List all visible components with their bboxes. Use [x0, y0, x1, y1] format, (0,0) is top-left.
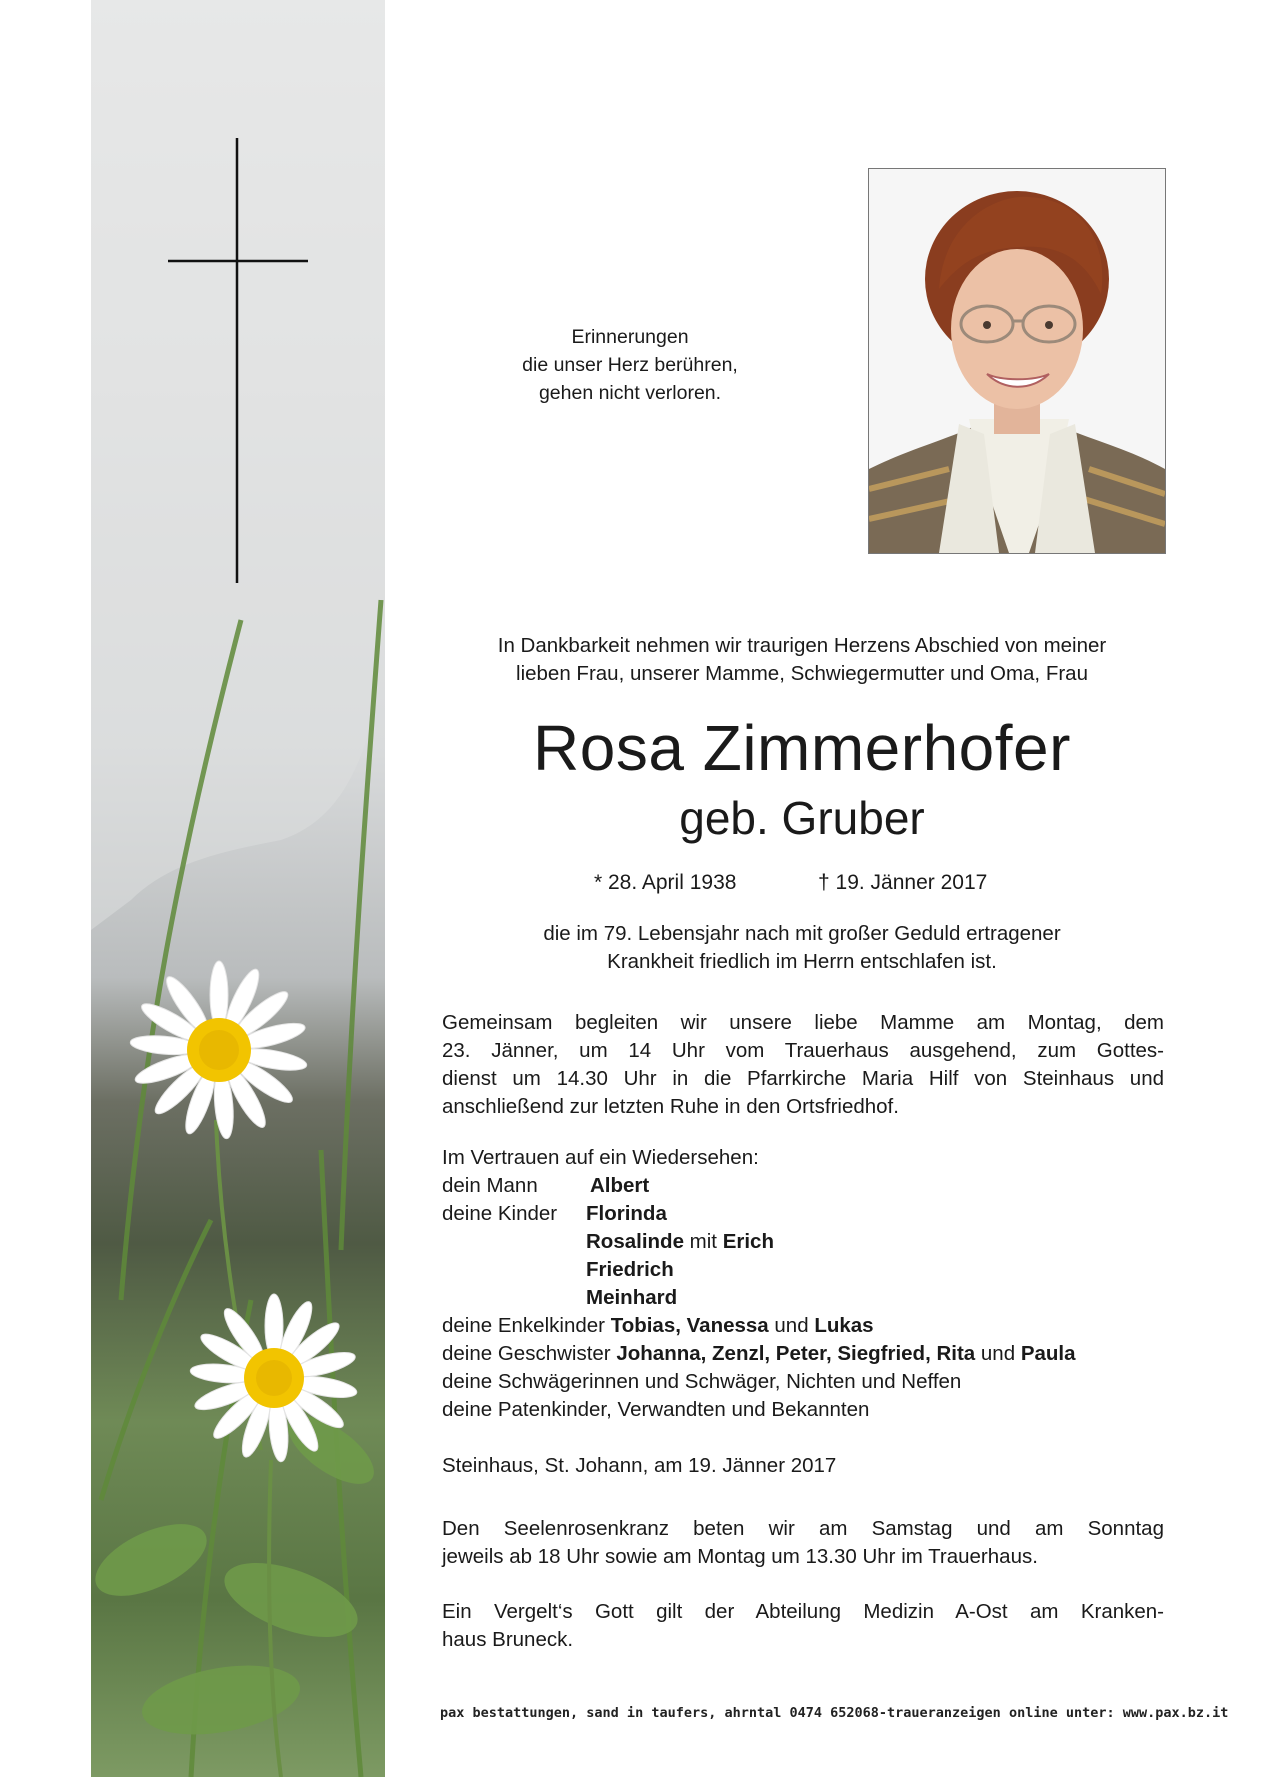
passing-line: Krankheit friedlich im Herrn entschlafen ist.	[607, 950, 997, 973]
mourner-row-siblings: deine Geschwister Johanna, Zenzl, Peter, Siegfried, Rita und Paula	[442, 1342, 1076, 1365]
passing-text	[440, 920, 1164, 976]
child-name: Meinhard	[586, 1286, 678, 1309]
cross-icon	[168, 138, 308, 583]
passing-line: die im 79. Lebensjahr nach mit großer Geduld ertragener	[543, 922, 1061, 945]
daisy-flower	[130, 961, 309, 1139]
mourner-row-grandchildren: deine Enkelkinder Tobias, Vanessa und Lukas	[442, 1314, 874, 1337]
funeral-line: Gemeinsam begleiten wir unsere liebe Mamme am Montag, dem	[442, 1011, 1164, 1034]
birth-date: * 28. April 1938	[594, 871, 737, 894]
quote-line: Erinnerungen	[571, 326, 689, 348]
rosary-line: Den Seelenrosenkranz beten wir am Samstag und am Sonntag	[442, 1517, 1164, 1540]
child-name: Rosalinde mit Erich	[586, 1230, 774, 1253]
mourner-row-inlaws: deine Schwägerinnen und Schwäger, Nichten und Neffen	[442, 1370, 962, 1393]
portrait-photo	[868, 168, 1166, 554]
child-name: Florinda	[586, 1202, 667, 1225]
funeral-line: dienst um 14.30 Uhr in die Pfarrkirche Maria Hilf von Steinhaus und	[442, 1067, 1164, 1090]
quote-line: gehen nicht verloren.	[538, 382, 722, 404]
intro-text	[440, 632, 1164, 688]
mourner-row-godchildren: deine Patenkinder, Verwandten und Bekannten	[442, 1398, 870, 1421]
footer-funeral-home: pax bestattungen, sand in taufers, ahrntal 0474 652068-traueranzeigen online unter: www.pax.bz.it	[440, 1705, 1229, 1721]
thanks-line: haus Bruneck.	[442, 1628, 574, 1651]
funeral-paragraph	[442, 1009, 1164, 1121]
mourner-row-husband	[442, 1172, 538, 1200]
thanks-line: Ein Vergelt‘s Gott gilt der Abteilung Medizin A-Ost am Kranken-	[442, 1600, 1164, 1623]
intro-line: In Dankbarkeit nehmen wir traurigen Herzens Abschied von meiner	[497, 634, 1107, 657]
husband-label: dein Mann	[442, 1174, 538, 1197]
deceased-name: Rosa Zimmerhofer	[533, 712, 1071, 784]
children-label: deine Kinder	[442, 1202, 558, 1225]
thanks-paragraph	[442, 1598, 1164, 1654]
memorial-quote	[470, 323, 790, 407]
quote-line: die unser Herz berühren,	[522, 354, 738, 376]
mourner-row-children	[442, 1200, 557, 1228]
husband-name: Albert	[590, 1174, 650, 1197]
mourners-heading: Im Vertrauen auf ein Wiedersehen:	[442, 1146, 759, 1169]
funeral-line: 23. Jänner, um 14 Uhr vom Trauerhaus ausgehend, zum Gottes-	[442, 1039, 1164, 1062]
maiden-name: geb. Gruber	[679, 792, 925, 844]
funeral-line: anschließend zur letzten Ruhe in den Ortsfriedhof.	[442, 1095, 899, 1118]
intro-line: lieben Frau, unserer Mamme, Schwiegermutter und Oma, Frau	[516, 662, 1088, 685]
rosary-paragraph	[442, 1515, 1164, 1571]
rosary-line: jeweils ab 18 Uhr sowie am Montag um 13.30 Uhr im Trauerhaus.	[442, 1545, 1038, 1568]
death-date: † 19. Jänner 2017	[818, 871, 988, 894]
place-and-date: Steinhaus, St. Johann, am 19. Jänner 2017	[442, 1454, 837, 1477]
child-name: Friedrich	[586, 1258, 674, 1281]
